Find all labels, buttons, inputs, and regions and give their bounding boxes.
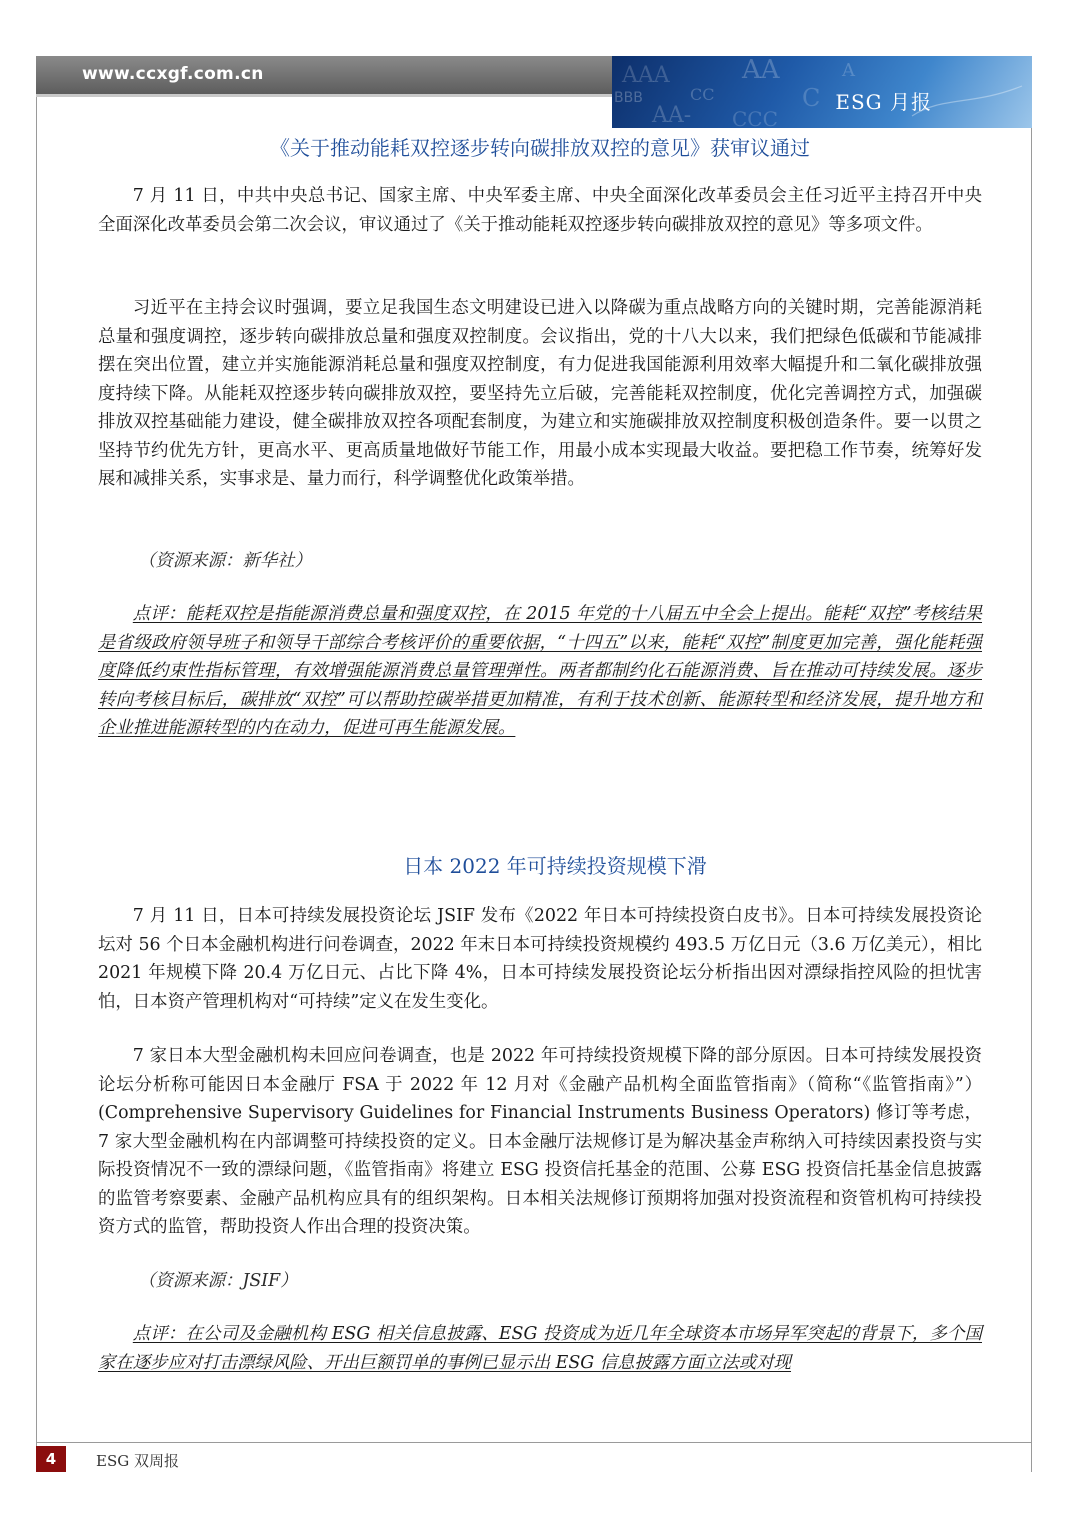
rating-letters-graphic [612, 56, 1032, 128]
banner-glyph: CC [690, 85, 715, 104]
article2-paragraph-1: 7 月 11 日，日本可持续发展投资论坛 JSIF 发布《2022 年日本可持续投资白皮书》。日本可持续发展投资论坛对 56 个日本金融机构进行问卷调查，2022 年末日本可持续投资规模约 493.5 万亿日元（3.6 万亿美元），相比 2021 年规模下降 20.4 万亿日元、占比下降 4%，日本可持续发展投资论坛分析指出因对漂绿指控风险的担忧害怕，日本资产管理机构对“可持续”定义在发生变化。 [98, 906, 982, 1012]
banner-glyph: CCC [732, 107, 778, 128]
footer-label: ESG 双周报 [96, 1452, 179, 1470]
article2-source: （资源来源：JSIF） [138, 1271, 298, 1291]
page-number: 4 [36, 1446, 66, 1472]
banner-glyph: AAA [622, 63, 670, 88]
article1-paragraph-2: 习近平在主持会议时强调，要立足我国生态文明建设已进入以降碳为重点战略方向的关键时期，完善能源消耗总量和强度调控，逐步转向碳排放总量和强度双控制度。会议指出，党的十八大以来，我们把绿色低碳和节能减排摆在突出位置，建立并实施能源消耗总量和强度双控制度，有力促进我国能源利用效率大幅提升和二氧化碳排放强度持续下降。从能耗双控逐步转向碳排放双控，要坚持先立后破，完善能耗双控制度，优化完善调控方式，加强碳排放双控基础能力建设，健全碳排放双控各项配套制度，为建立和实施碳排放双控制度积极创造条件。要一以贯之坚持节约优先方针，更高水平、更高质量地做好节能工作，用最小成本实现最大收益。要把稳工作节奏，统筹好发展和减排关系，实事求是、量力而行，科学调整优化政策举措。 [98, 298, 982, 489]
site-url[interactable]: www.ccxgf.com.cn [82, 64, 264, 84]
banner-glyph: C [802, 84, 821, 112]
header-banner [612, 56, 1032, 128]
page-frame [36, 56, 1032, 1472]
banner-title: ESG 月报 [835, 90, 932, 114]
banner-glyph: BBB [614, 90, 643, 106]
article2-comment: 点评：在公司及金融机构 ESG 相关信息披露、ESG 投资成为近几年全球资本市场异军突起的背景下，多个国家在逐步应对打击漂绿风险、开出巨额罚单的事例已显示出 ESG 信息披露方面立法或对现 [98, 1324, 982, 1373]
article1-paragraph-1: 7 月 11 日，中共中央总书记、国家主席、中央军委主席、中央全面深化改革委员会主任习近平主持召开中央全面深化改革委员会第二次会议，审议通过了《关于推动能耗双控逐步转向碳排放双控的意见》等多项文件。 [98, 186, 982, 235]
article2-paragraph-2: 7 家日本大型金融机构未回应问卷调查，也是 2022 年可持续投资规模下降的部分原因。日本可持续发展投资论坛分析称可能因日本金融厅 FSA 于 2022 年 12 月对《金融产品机构全面监管指南》（简称“《监管指南》”）(Comprehensive Supervisory Guidelines for Financial Instruments Business Operators) 修订等考虑，7 家大型金融机构在内部调整可持续投资的定义。日本金融厅法规修订是为解决基金声称纳入可持续因素投资与实际投资情况不一致的漂绿问题，《监管指南》将建立 ESG 投资信托基金的范围、公募 ESG 投资信托基金信息披露的监管考察要素、金融产品机构应具有的组织架构。日本相关法规修订预期将加强对投资流程和资管机构可持续投资方式的监管，帮助投资人作出合理的投资决策。 [98, 1046, 982, 1237]
article1-source: （资源来源：新华社） [138, 551, 312, 571]
banner-glyph: AA- [652, 103, 692, 128]
footer-divider [36, 1442, 1032, 1443]
banner-glyph: AA [742, 56, 780, 85]
banner-glyph: A [842, 60, 855, 81]
article1-comment: 点评：能耗双控是指能源消费总量和强度双控，在 2015 年党的十八届五中全会上提出。能耗“双控”考核结果是省级政府领导班子和领导干部综合考核评价的重要依据，“十四五”以来，能耗“双控”制度更加完善，强化能耗强度降低约束性指标管理，有效增强能源消费总量管理弹性。两者都制约化石能源消费、旨在推动可持续发展。逐步转向考核目标后，碳排放“双控”可以帮助控碳举措更加精准，有利于技术创新、能源转型和经济发展，提升地方和企业推进能源转型的内在动力，促进可再生能源发展。 [98, 604, 982, 738]
article1-title: 《关于推动能耗双控逐步转向碳排放双控的意见》获审议通过 [270, 136, 810, 160]
header-underline [36, 94, 614, 97]
article2-title: 日本 2022 年可持续投资规模下滑 [403, 854, 707, 878]
